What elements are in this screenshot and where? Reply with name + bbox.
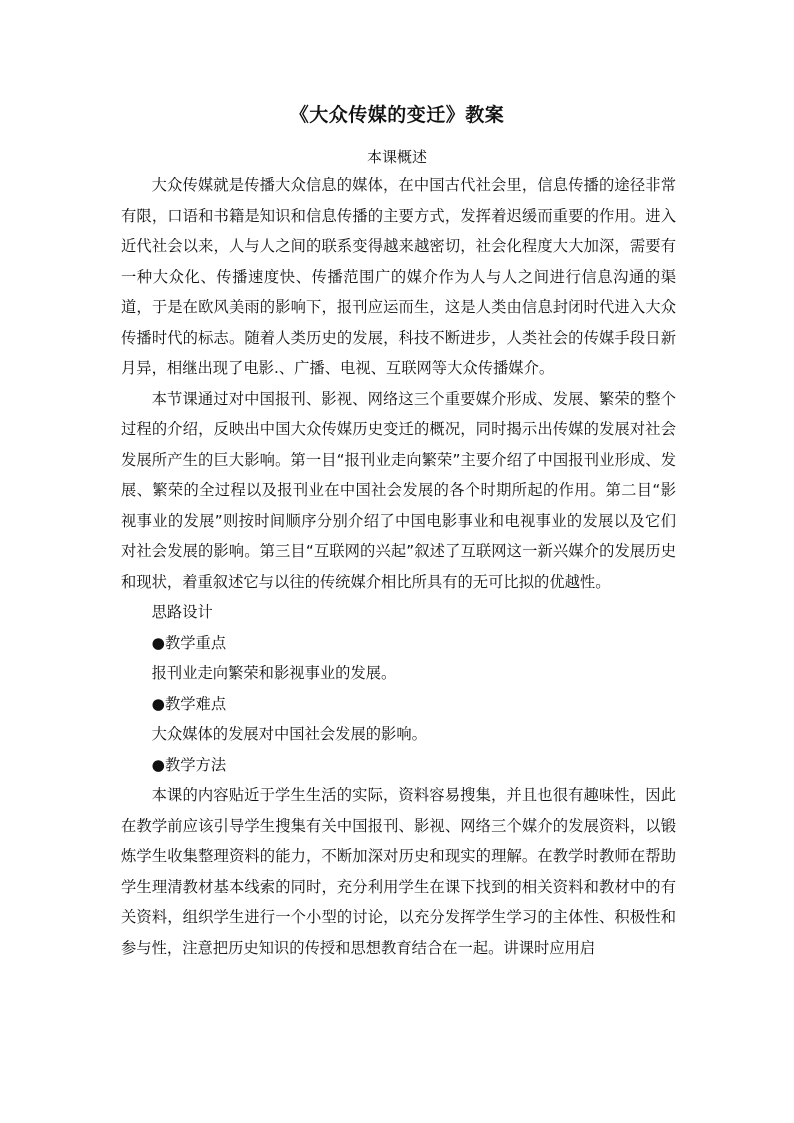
key-points-text: 报刊业走向繁荣和影视事业的发展。 (151, 664, 397, 682)
document-title: 《大众传媒的变迁》教案 (289, 104, 505, 126)
difficulties-text: 大众媒体的发展对中国社会发展的影响。 (151, 725, 427, 743)
design-heading: 思路设计 (151, 603, 213, 621)
bullet-key-points: ●教学重点 (151, 633, 227, 652)
paragraph-overview: 大众传媒就是传播大众信息的媒体，在中国古代社会里，信息传播的途径非常有限，口语和书籍是知识和信息传播的主要方式，发挥着迟缓而重要的作用。进入近代社会以来，人与人之间的联系变得越来越密切，社会化程度大大加深，需要有一种大众化、传播速度快、传播范围广的媒介作为人与人之间进行信息沟通的渠道，于是在欧风美雨的影响下，报刊应运而生，这是人类由信息封闭时代进入大众传播时代的标志。随着人类历史的发展，科技不断进步，人类社会的传媒手段日新月异，相继出现了电影.、广播、电视、互联网等大众传播媒介。 (121, 176, 676, 377)
paragraph-methods: 本课的内容贴近于学生生活的实际，资料容易搜集，并且也很有趣味性，因此在教学前应该引导学生搜集有关中国报刊、影视、网络三个媒介的发展资料，以锻炼学生收集整理资料的能力，不断加深对历史和现实的理解。在教学时教师在帮助学生理清教材基本线索的同时，充分利用学生在课下找到的相关资料和教材中的有关资料，组织学生进行一个小型的讨论，以充分发挥学生学习的主体性、积极性和参与性，注意把历史知识的传授和思想教育结合在一起。讲课时应用启 (121, 786, 676, 957)
document-body (121, 170, 676, 963)
section-subtitle: 本课概述 (366, 148, 427, 166)
bullet-difficulties: ●教学难点 (151, 694, 227, 713)
bullet-methods: ●教学方法 (151, 755, 227, 774)
paragraph-structure: 本节课通过对中国报刊、影视、网络这三个重要媒介形成、发展、繁荣的整个过程的介绍，反映出中国大众传媒历史变迁的概况，同时揭示出传媒的发展对社会发展所产生的巨大影响。第一目“报刊业走向繁荣”主要介绍了中国报刊业形成、发展、繁荣的全过程以及报刊业在中国社会发展的各个时期所起的作用。第二目“影视事业的发展”则按时间顺序分别介绍了中国电影事业和电视事业的发展以及它们对社会发展的影响。第三目“互联网的兴起”叙述了互联网这一新兴媒介的发展历史和现状，着重叙述它与以往的传统媒介相比所具有的无可比拟的优越性。 (121, 389, 676, 591)
